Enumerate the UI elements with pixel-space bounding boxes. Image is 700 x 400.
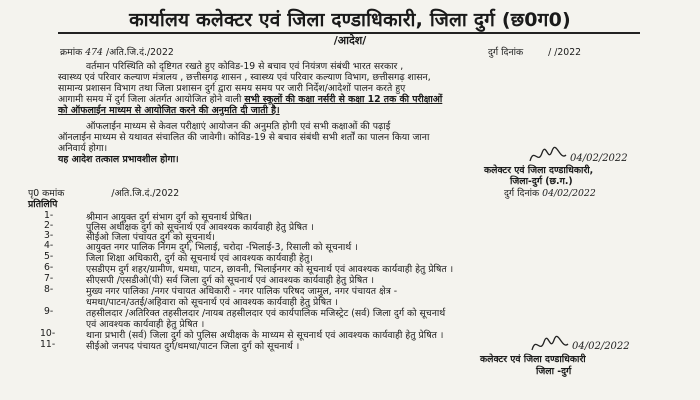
body-line-1: वर्तमान परिस्थिति को दृष्टिगत रखते हुए कोविड-19 से बचाव एवं नियंत्रण संबंधी भारत सरकार , [86, 61, 404, 72]
recipient-text: आयुक्त नगर पालिक निगम दुर्ग, भिलाई, चरोदा -भिलाई-3, रिसाली को सूचनार्थ । [86, 242, 358, 253]
body-line-4b: सभी स्कूलों की कक्षा नर्सरी से कक्षा 12 तक की परीक्षाओं [244, 94, 443, 105]
recipient-num: 1- [44, 210, 54, 221]
recipient-text: एसडीएम दुर्ग शहर/ग्रामीण, धमधा, पाटन, छावनी, भिलाईनगर को सूचनार्थ एवं आवश्यक कार्यवाही हेतु प्रेषित । [86, 264, 454, 275]
recipient-text: सीएसपी /एसडीओ(पी) सर्व जिला दुर्ग को सूचनार्थ एवं आवश्यक कार्यवाही हेतु प्रेषित । [86, 275, 375, 286]
signature-1-designation: कलेक्टर एवं जिला दण्डाधिकारी, [484, 165, 594, 176]
recipient-text: सीईओ जनपद पंचायत दुर्ग/धमधा/पाटन जिला दुर्ग को सूचनार्थ । [86, 341, 300, 352]
copy-ref [28, 188, 179, 199]
effective-line: यह आदेश तत्काल प्रभावशील होगा। [58, 154, 179, 165]
recipient-num: 9- [44, 306, 54, 317]
order-ref-suffix: /अति.जि.दं./2022 [105, 47, 174, 58]
body-line-7: ऑनलाईन माध्यम से यथावत संचालित की जावेगी। कोविड-19 से बचाव संबंधी सभी शर्तों का पालन किया जाना [58, 132, 430, 143]
recipient-num: 7- [44, 273, 54, 284]
recipient-num: 3- [44, 230, 54, 241]
signature-2-district: जिला -दुर्ग [536, 366, 572, 377]
order-ref-number: 474 [85, 47, 103, 58]
order-date-blank: / /2022 [548, 47, 582, 58]
recipient-text: सीईओ जिला पंचायत दुर्ग को सूचनार्थ। [86, 232, 215, 243]
signature-2-date: 04/02/2022 [572, 341, 630, 352]
body-line-4 [58, 94, 442, 105]
body-line-2: स्वास्थ्य एवं परिवार कल्याण मंत्रालय , छत्तीसगढ़ शासन , स्वास्थ्य एवं परिवार कल्याण विभाग, छत्तीसगढ़ शासन, [58, 72, 431, 83]
recipient-num: 2- [44, 220, 54, 231]
recipient-text: एवं आवश्यक कार्यवाही हेतु प्रेषित । [86, 319, 205, 330]
signature-1-date: 04/02/2022 [570, 153, 628, 164]
signature-1-date-label: दुर्ग दिनांक [504, 188, 540, 199]
signature-1-date-line [504, 188, 596, 199]
recipient-num: 5- [44, 251, 54, 262]
body-line-5: को ऑफलाईन माध्यम से आयोजित करने की अनुमति दी जाती है। [58, 105, 280, 116]
recipient-num: 8- [44, 284, 54, 295]
copy-ref-prefix: पृ0 कमांक [28, 188, 65, 199]
recipient-num: 11- [40, 339, 56, 350]
signature-1-district: जिला-दुर्ग (छ.ग.) [510, 176, 573, 187]
recipient-num: 10- [40, 328, 56, 339]
order-title: /आदेश/ [333, 34, 367, 47]
recipient-num: 4- [44, 240, 54, 251]
recipient-text: तहसीलदार /अतिरिक्त तहसीलदार /नायब तहसीलदार एवं कार्यपालिक मजिस्ट्रेट (सर्व) जिला दुर्ग को सूचनार्थ [86, 308, 446, 319]
body-line-4a: आगामी समय में दुर्ग जिला अंतर्गत आयोजित होने वाली [58, 94, 242, 105]
signature-1-date-value: 04/02/2022 [542, 188, 596, 199]
order-ref-prefix: क्रमांक [60, 47, 83, 58]
body-line-8: अनिवार्य होगा। [58, 143, 108, 154]
copy-ref-suffix: /अति.जि.दं./2022 [111, 188, 180, 199]
order-date-label: दुर्ग दिनांक [488, 47, 524, 58]
order-date [488, 47, 581, 58]
recipient-text: श्रीमान आयुक्त दुर्ग संभाग दुर्ग को सूचनार्थ प्रेषित। [86, 212, 252, 223]
recipient-text: जिला शिक्षा अधिकारी, दुर्ग को सूचनार्थ एवं आवश्यक कार्यवाही हेतु। [86, 253, 313, 264]
office-title: कार्यालय कलेक्टर एवं जिला दण्डाधिकारी, जिला दुर्ग (छ0ग0) [129, 9, 571, 31]
body-line-3: सामान्य प्रशासन विभाग तथा जिला प्रशासन दुर्ग द्वारा समय समय पर जारी निर्देश/आदेशों पालन करते हुए [58, 83, 406, 94]
signature-2-designation: कलेक्टर एवं जिला दण्डाधिकारी [480, 354, 586, 365]
copy-to-label: प्रतिलिपि [28, 199, 58, 210]
body-line-6: ऑफलाईन माध्यम से केवल परीक्षाएं आयोजन की अनुमति होगी एवं सभी कक्षाओं की पढ़ाई [86, 121, 391, 132]
recipient-text: मुख्य नगर पालिका /नगर पंचायत अधिकारी - नगर पालिक परिषद जामुल, नगर पंचायत क्षेत्र - [86, 286, 398, 297]
recipient-num: 6- [44, 262, 54, 273]
order-ref [60, 47, 174, 58]
recipient-text: थाना प्रभारी (सर्व) जिला दुर्ग को पुलिस अधीक्षक के माध्यम से सूचनार्थ एवं आवश्यक कार्यवाही हेतु प्रेषित । [86, 330, 444, 341]
recipient-text: धमधा/पाटन/उतई/अहिवारा को सूचनार्थ एवं आवश्यक कार्यवाही हेतु प्रेषित । [86, 297, 338, 308]
recipient-text: पुलिस अधीक्षक दुर्ग को सूचनार्थ एवं आवश्यक कार्यवाही हेतु प्रेषित । [86, 222, 314, 233]
